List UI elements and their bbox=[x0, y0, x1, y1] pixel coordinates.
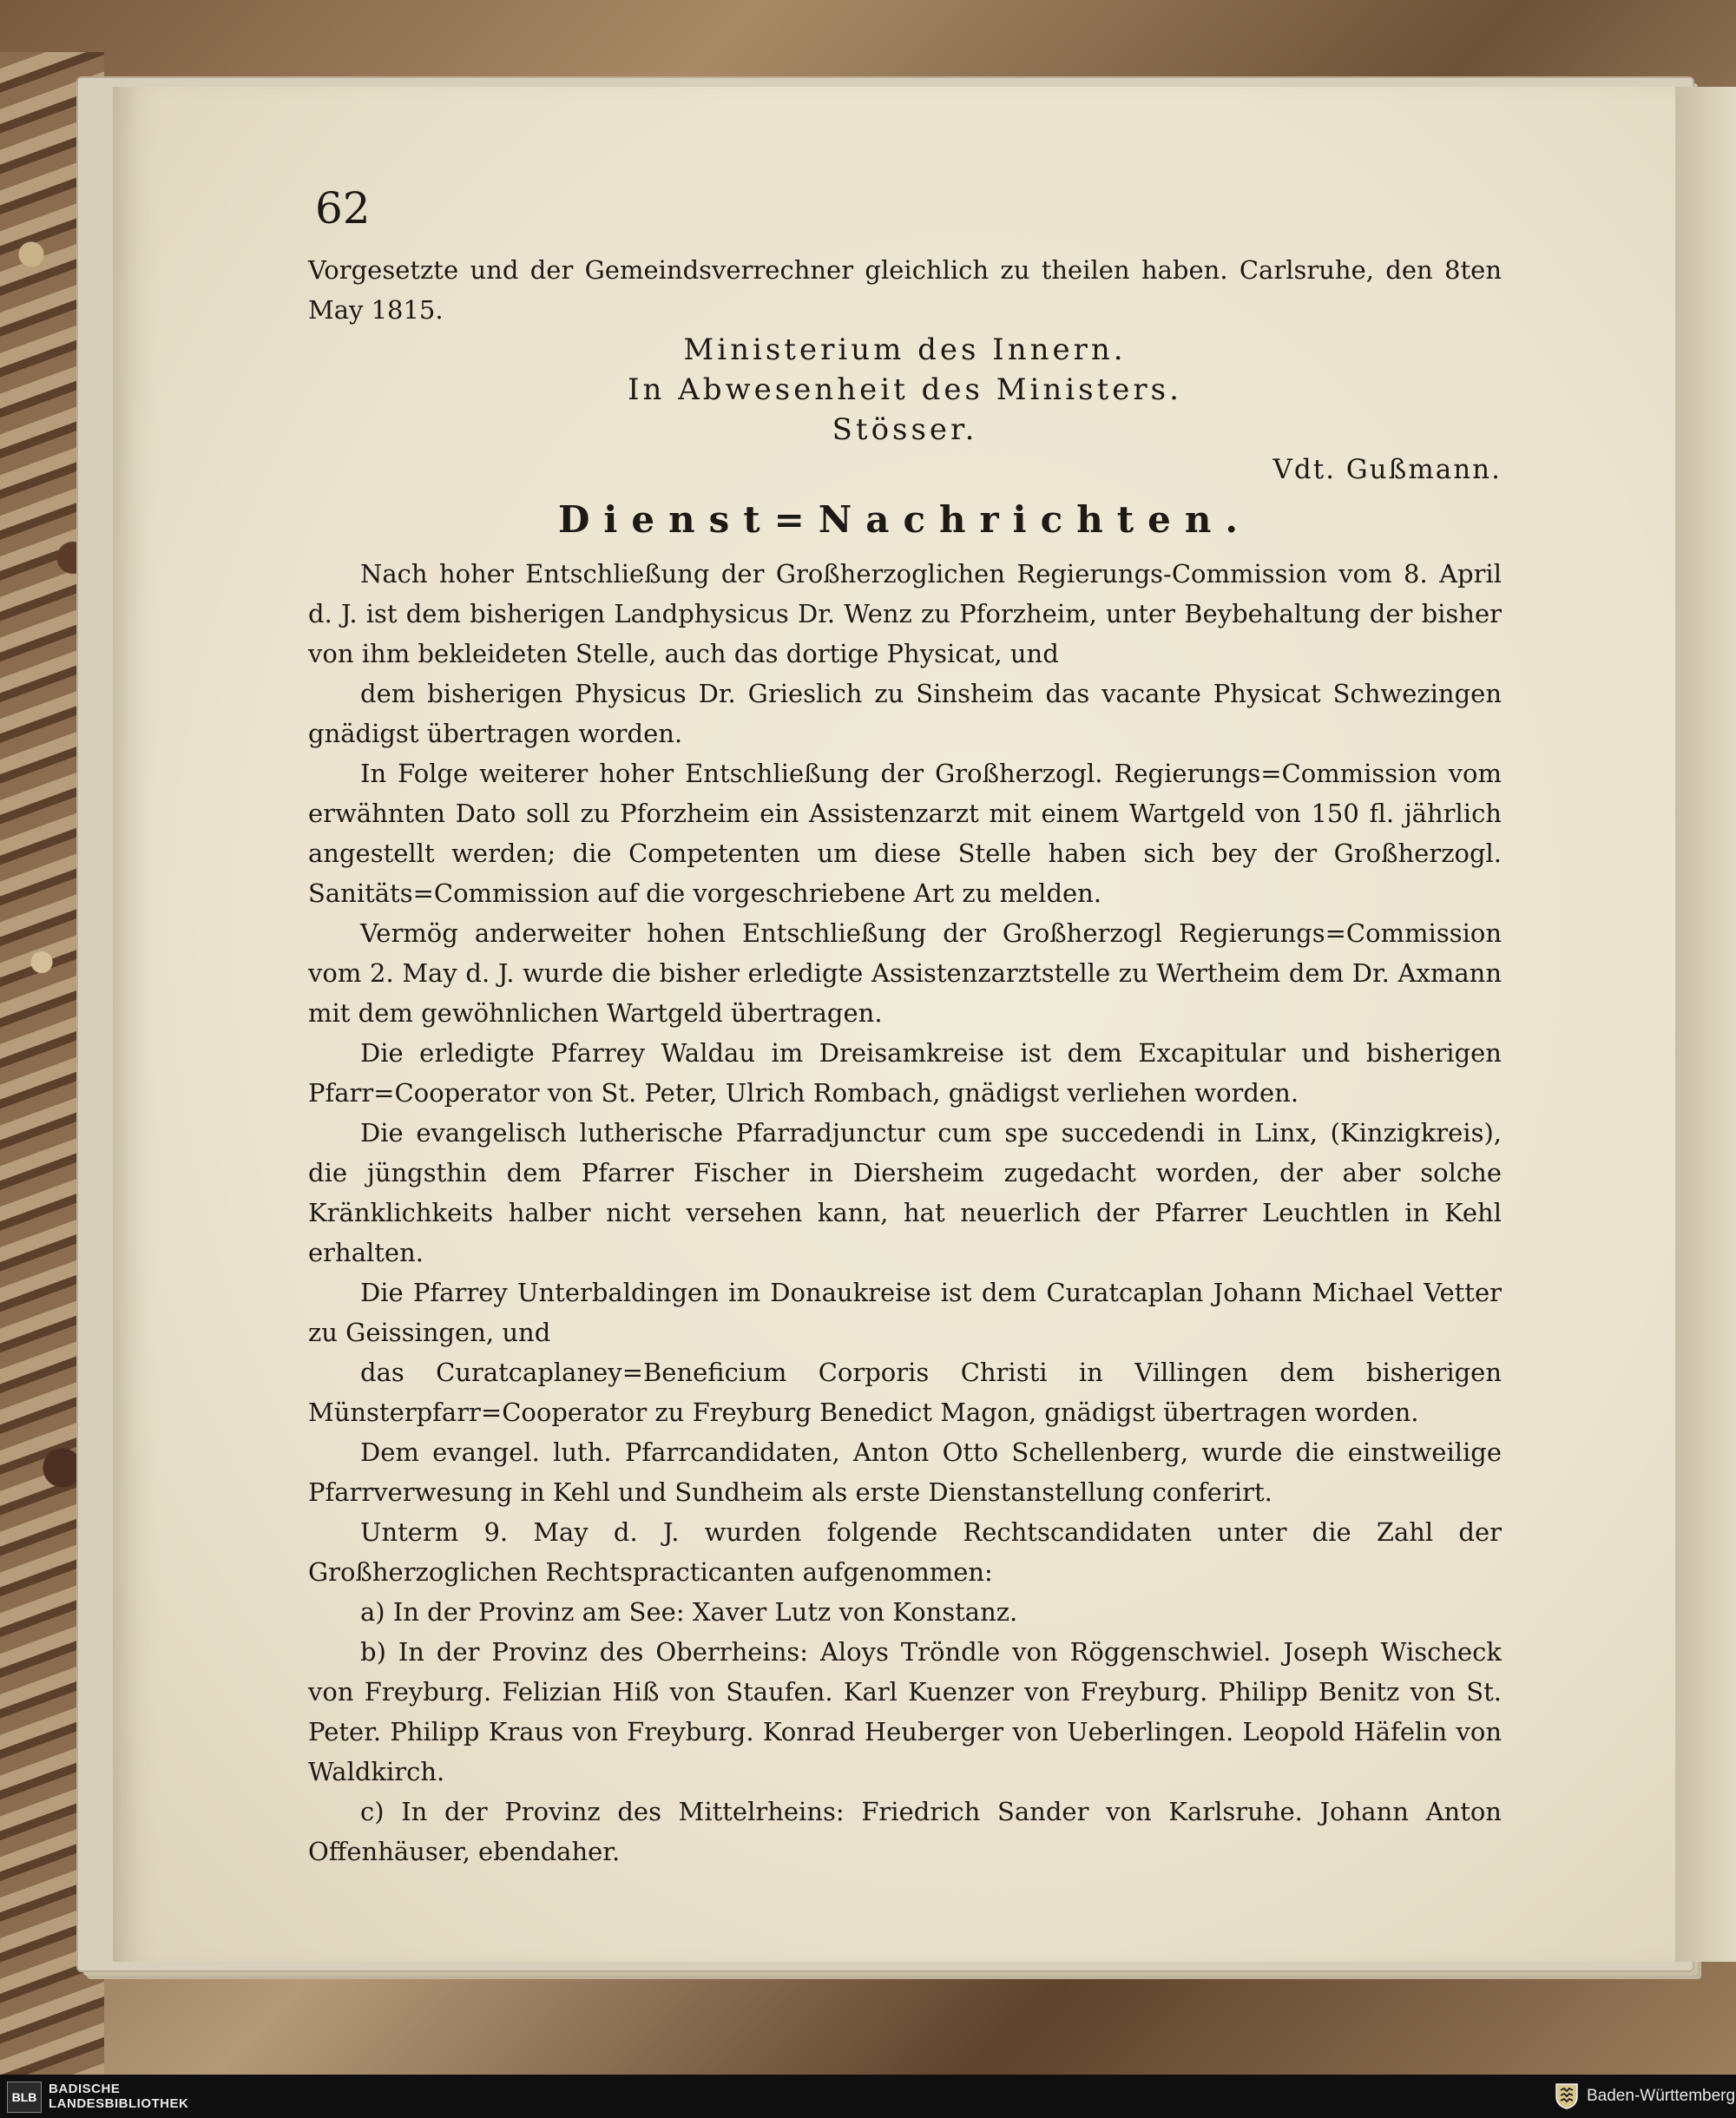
page-number: 62 bbox=[315, 183, 371, 234]
list-item: b) In der Provinz des Oberrheins: Aloys Tröndle von Röggenschwiel. Joseph Wischeck von Freyburg. Felizian Hiß von Staufen. Karl Kuenzer von Freyburg. Philipp Benitz von St. Peter. Philipp Kraus von Freyburg. Konrad Heuberger von Ueberlingen. Leopold Häfelin von Waldkirch. bbox=[308, 1637, 1502, 1786]
paragraph: Unterm 9. May d. J. wurden folgende Rechtscandidaten unter die Zahl der Großherzoglichen Rechtspracticanten aufgenommen: bbox=[308, 1517, 1502, 1587]
facing-page-edge bbox=[1675, 87, 1736, 1962]
opening-lines: Vorgesetzte und der Gemeindsverrechner gleichlich zu theilen haben. Carlsruhe, den 8ten May 1815. bbox=[308, 255, 1502, 325]
paragraph: Nach hoher Entschließung der Großherzoglichen Regierungs-Commission vom 8. April d. J. ist dem bisherigen Landphysicus Dr. Wenz zu Pforzheim, unter Beybehaltung der bisher von ihm bekleideten Stelle, auch das dortige Physicat, und bbox=[308, 559, 1502, 668]
paragraph: dem bisherigen Physicus Dr. Grieslich zu Sinsheim das vacante Physicat Schwezingen gnädigst übertragen worden. bbox=[308, 679, 1502, 748]
paragraph: Dem evangel. luth. Pfarrcandidaten, Anton Otto Schellenberg, wurde die einstweilige Pfarrverwesung in Kehl und Sundheim als erste Dienstanstellung conferirt. bbox=[308, 1437, 1502, 1507]
signature-absence: In Abwesenheit des Ministers. bbox=[628, 372, 1182, 407]
paragraph: Die erledigte Pfarrey Waldau im Dreisamkreise ist dem Excapitular und bisherigen Pfarr=Cooperator von St. Peter, Ulrich Rombach, gnädigst verliehen worden. bbox=[308, 1038, 1502, 1108]
library-name-line1: BADISCHE bbox=[49, 2082, 121, 2096]
paragraph: Vermög anderweiter hohen Entschließung der Großherzogl Regierungs=Commission vom 2. May d. J. wurde die bisher erledigte Assistenzarztstelle zu Wertheim dem Dr. Axmann mit dem gewöhnlichen Wartgeld übertragen. bbox=[308, 918, 1502, 1028]
blb-logo[interactable]: BLB bbox=[7, 2082, 42, 2113]
signature-ministry: Ministerium des Innern. bbox=[683, 332, 1127, 367]
section-heading: Dienst=Nachrichten. bbox=[557, 498, 1253, 541]
signature-name: Stösser. bbox=[832, 412, 978, 447]
library-name bbox=[49, 2082, 188, 2111]
state-name: Baden-Württemberg bbox=[1587, 2087, 1736, 2105]
paragraph: Die evangelisch lutherische Pfarradjunctur cum spe succedendi in Linx, (Kinzigkreis), die jüngsthin dem Pfarrer Fischer in Diersheim zugedacht worden, der aber solche Kränklichkeits halber nicht versehen kann, hat neuerlich der Pfarrer Leuchtlen in Kehl erhalten. bbox=[308, 1118, 1502, 1267]
viewer-footer bbox=[0, 2075, 1736, 2118]
signature-vdt: Vdt. Gußmann. bbox=[1272, 454, 1502, 485]
paragraph: Die Pfarrey Unterbaldingen im Donaukreise ist dem Curatcaplan Johann Michael Vetter zu Geissingen, und bbox=[308, 1278, 1502, 1347]
paragraph: In Folge weiterer hoher Entschließung der Großherzogl. Regierungs=Commission vom erwähnten Dato soll zu Pforzheim ein Assistenzarzt mit einem Wartgeld von 150 fl. jährlich angestellt werden; die Competenten um diese Stelle haben sich bey der Großherzogl. Sanitäts=Commission auf die vorgeschriebene Art zu melden. bbox=[308, 759, 1502, 908]
text-area bbox=[308, 182, 1502, 1871]
list-item: a) In der Provinz am See: Xaver Lutz von Konstanz. bbox=[360, 1597, 1018, 1627]
list-item: c) In der Provinz des Mittelrheins: Friedrich Sander von Karlsruhe. Johann Anton Offenhäuser, ebendaher. bbox=[308, 1797, 1502, 1866]
library-name-line2: LANDESBIBLIOTHEK bbox=[49, 2096, 189, 2111]
coat-of-arms-icon[interactable] bbox=[1554, 2082, 1580, 2110]
paragraph: das Curatcaplaney=Beneficium Corporis Christi in Villingen dem bisherigen Münsterpfarr=Cooperator zu Freyburg Benedict Magon, gnädigst übertragen worden. bbox=[308, 1358, 1502, 1427]
